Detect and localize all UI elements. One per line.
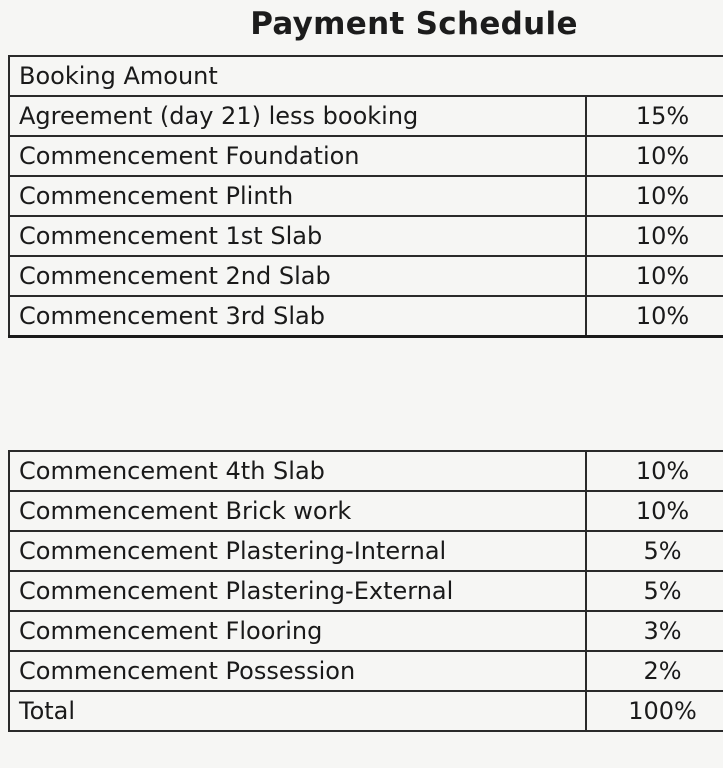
table-row: [9, 296, 723, 337]
stage-label: Commencement 4th Slab: [9, 451, 586, 491]
table-row: [9, 136, 723, 176]
table-row: [9, 256, 723, 296]
stage-percent: 10%: [586, 451, 723, 491]
stage-percent: 10%: [586, 296, 723, 337]
stage-label: Commencement Flooring: [9, 611, 586, 651]
stage-label: Commencement Plinth: [9, 176, 586, 216]
table-row: [9, 96, 723, 136]
stage-label: Commencement Foundation: [9, 136, 586, 176]
stage-percent: 10%: [586, 491, 723, 531]
stage-percent: 10%: [586, 136, 723, 176]
stage-label: Commencement 1st Slab: [9, 216, 586, 256]
table-row-total: [9, 691, 723, 731]
stage-percent: 2%: [586, 651, 723, 691]
stage-percent: 15%: [586, 96, 723, 136]
table-row-booking-amount: [9, 56, 723, 96]
stage-label: Commencement Plastering-External: [9, 571, 586, 611]
stage-percent: 3%: [586, 611, 723, 651]
stage-label: Commencement Brick work: [9, 491, 586, 531]
stage-percent: 10%: [586, 216, 723, 256]
table-row: [9, 611, 723, 651]
stage-percent: 5%: [586, 571, 723, 611]
table-row: [9, 491, 723, 531]
page-title: Payment Schedule: [250, 6, 578, 42]
table-row: [9, 651, 723, 691]
stage-percent: 10%: [586, 176, 723, 216]
table-row: [9, 531, 723, 571]
total-label: Total: [9, 691, 586, 731]
total-percent: 100%: [586, 691, 723, 731]
table-row: [9, 451, 723, 491]
payment-schedule-table-part2: [8, 450, 723, 732]
payment-schedule-table-part1: [8, 55, 723, 338]
stage-label: Commencement 2nd Slab: [9, 256, 586, 296]
table-row: [9, 571, 723, 611]
stage-label: Commencement Possession: [9, 651, 586, 691]
stage-label: Agreement (day 21) less booking: [9, 96, 586, 136]
stage-label: Commencement Plastering-Internal: [9, 531, 586, 571]
table-row: [9, 176, 723, 216]
booking-amount-label: Booking Amount: [9, 56, 723, 96]
stage-percent: 10%: [586, 256, 723, 296]
table-row: [9, 216, 723, 256]
stage-label: Commencement 3rd Slab: [9, 296, 586, 337]
stage-percent: 5%: [586, 531, 723, 571]
